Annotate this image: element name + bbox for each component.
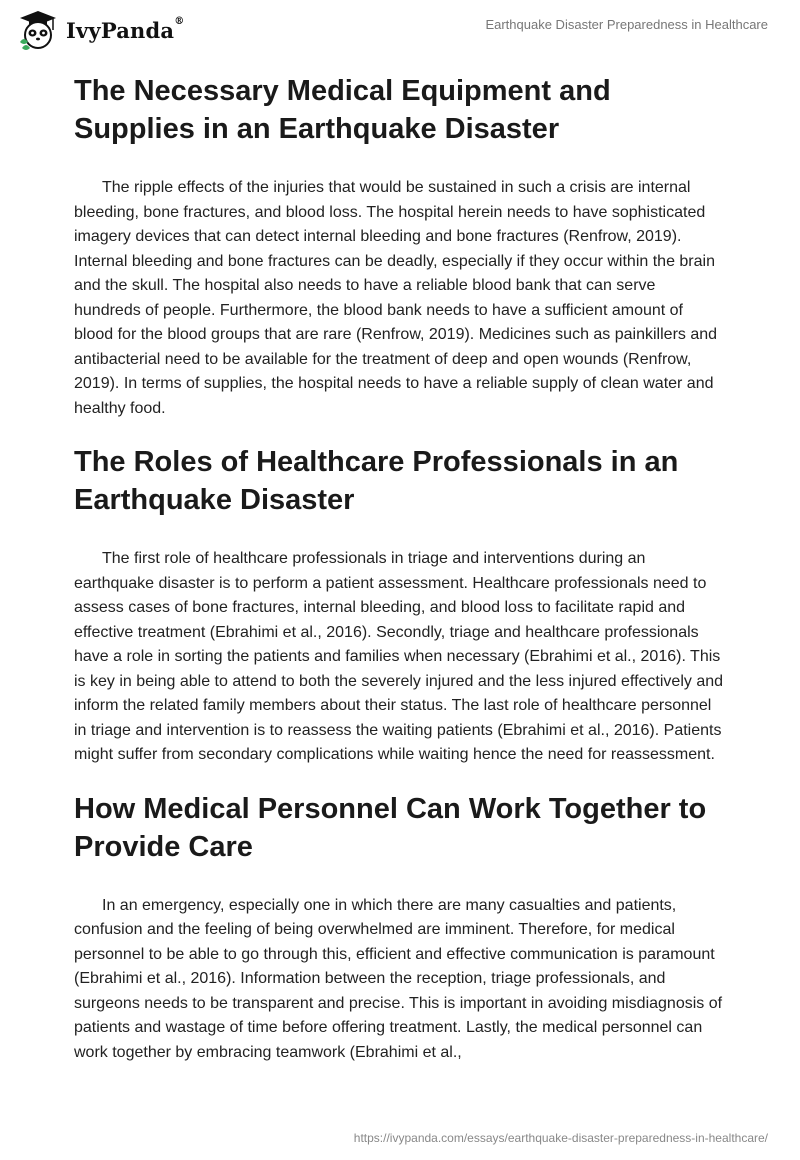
document-title: Earthquake Disaster Preparedness in Healthcare — [485, 17, 768, 32]
section-paragraph: The first role of healthcare professionals in triage and interventions during an earthquake disaster is to perform a patient assessment. Healthcare professionals need to assess cases of bone fractures, internal bleeding, and blood loss to facilitate rapid and effective treatment (Ebrahimi et al., 2016). Secondly, triage and healthcare professionals have a role in sorting the patients and families when necessary (Ebrahimi et al., 2016). This is key in being able to attend to both the severely injured and the less injured effectively and inform the related family members about their status. The last role of healthcare personnel in triage and intervention is to reassess the waiting patients (Ebrahimi et al., 2016). Patients might suffer from secondary complications while waiting hence the need for reassessment. — [74, 550, 724, 763]
section-heading: The Roles of Healthcare Professionals in an Earthquake Disaster — [74, 446, 679, 516]
section-healthcare-roles — [74, 443, 724, 768]
registered-mark: ® — [174, 15, 185, 27]
section-equipment-supplies — [74, 72, 724, 421]
section-heading: The Necessary Medical Equipment and Supplies in an Earthquake Disaster — [74, 75, 611, 145]
page-header — [0, 0, 800, 60]
logo-text: IvyPanda® — [66, 15, 185, 43]
essay-body — [74, 72, 724, 1087]
section-heading: How Medical Personnel Can Work Together to Provide Care — [74, 792, 707, 863]
panda-logo-icon — [16, 8, 60, 52]
source-url[interactable]: https://ivypanda.com/essays/earthquake-disaster-preparedness-in-healthcare/ — [353, 1131, 768, 1145]
section-paragraph: The ripple effects of the injuries that would be sustained in such a crisis are internal bleeding, bone fractures, and blood loss. The hospital herein needs to have sophisticated imagery devices that can detect internal bleeding and bone fractures (Renfrow, 2019). Internal bleeding and bone fractures can be deadly, especially if they occur within the brain and the skull. The hospital also needs to have a reliable blood bank that can serve hundreds of people. Furthermore, the blood bank needs to have a sufficient amount of blood for the blood groups that are rare (Renfrow, 2019). Medicines such as painkillers and antibacterial need to be available for the treatment of deep and open wounds (Renfrow, 2019). In terms of supplies, the hospital needs to have a reliable supply of clean water and healthy food. — [74, 179, 718, 417]
ivypanda-logo[interactable] — [16, 10, 184, 50]
section-paragraph: In an emergency, especially one in which there are many casualties and patients, confusion and the feeling of being overwhelmed are imminent. Therefore, for medical personnel to be able to go through this, efficient and effective communication is paramount (Ebrahimi et al., 2016). Information between the reception, triage professionals, and surgeons needs to be transparent and precise. This is important in avoiding misdiagnosis of patients and wastage of time before offering treatment. Lastly, the medical personnel can work together by embracing teamwork (Ebrahimi et al., — [74, 896, 723, 1061]
section-working-together — [74, 790, 724, 1066]
